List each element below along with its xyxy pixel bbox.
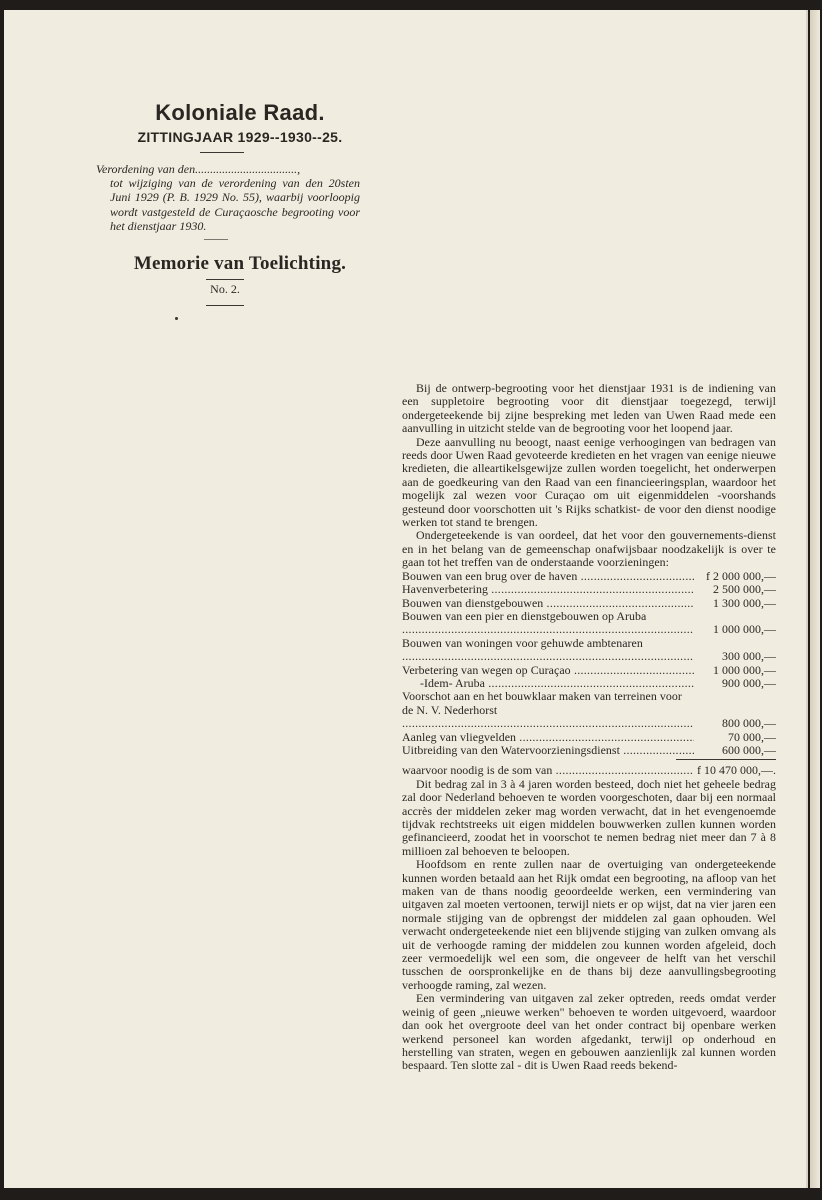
sum-rule xyxy=(676,759,776,760)
provision-amount: 1 000 000,— xyxy=(713,662,776,677)
explanatory-text xyxy=(402,382,776,1073)
memorie-title: Memorie van Toelichting. xyxy=(133,253,347,274)
total-label: waarvoor noodig is de som van ..... xyxy=(402,764,693,777)
paragraph-text: Ondergeteekende is van oordeel, dat het voor den gouvernements-dienst en in het belang van de gemeenschap onafwijsbaar noodzakelijk is over te gaan tot het treffen van de onderstaande voorzieningen: xyxy=(402,528,776,570)
provision-label: Uitbreiding van den Watervoorzieningsdienst ..... xyxy=(402,744,694,757)
provision-row xyxy=(402,677,776,690)
total-amount: f 10 470 000,—. xyxy=(696,763,776,778)
regulation-title xyxy=(96,162,360,233)
provisions-list xyxy=(402,570,776,778)
paragraph-text: Een vermindering van uitgaven zal zeker optreden, reeds omdat verder weinig of geen „nieuwe werken" behoeven te worden uitgevoerd, waardoor dan ook het overgroote deel van het onder contract bij openbare werken werkend personeel kan worden afgedankt, terwijl op onderhoud en herstelling van straten, wegen en gebouwen aanzienlijk zal kunnen worden bespaard. Ten slotte zal - dit is Uwen Raad reeds bekend- xyxy=(402,991,776,1073)
paragraph xyxy=(402,436,776,530)
paragraph xyxy=(402,529,776,569)
provision-label: Bouwen van dienstgebouwen ..... xyxy=(402,597,694,610)
total-row xyxy=(402,764,776,777)
paragraph-text: Deze aanvulling nu beoogt, naast eenige verhoogingen van bedragen van reeds door Uwen Raad gevoteerde kredieten en het vragen van eenige nieuwe kredieten, die alleartikelsgewijze zullen worden toegelicht, het onderwerpen aan de goedkeuring van den Raad van een financieeringsplan, waardoor het mogelijk zal wezen voor Curaçao om uit eigenmiddelen -voorshands gesteund door voorschotten uit 's Rijks schatkist- de voor den dienst noodige werken tot stand te brengen. xyxy=(402,434,776,530)
provision-row xyxy=(402,610,776,637)
speck xyxy=(175,317,178,320)
provision-amount: 1 300 000,— xyxy=(713,595,776,610)
provision-label: Voorschot aan en het bouwklaar maken van terreinen voor de N. V. Nederhorst ..... xyxy=(402,690,694,730)
provision-amount: 600 000,— xyxy=(722,742,776,757)
regulation-description: tot wijziging van de verordening van den 20sten Juni 1929 (P. B. 1929 No. 55), waarbij voorloopig wordt vastgesteld de Curaçaosche begrooting voor het dienstjaar 1930. xyxy=(110,176,360,233)
provision-label: Bouwen van een pier en dienstgebouwen op Aruba ..... xyxy=(402,610,694,637)
provision-label: Aanleg van vliegvelden ..... xyxy=(402,731,694,744)
document-page xyxy=(4,10,808,1188)
provision-amount: 900 000,— xyxy=(722,675,776,690)
provision-label: Havenverbetering ..... xyxy=(402,583,694,596)
provision-row xyxy=(402,731,776,744)
paragraph xyxy=(402,992,776,1072)
paragraph xyxy=(402,382,776,436)
paragraph xyxy=(402,858,776,992)
provision-row xyxy=(402,690,776,730)
paragraph-text: Bij de ontwerp-begrooting voor het dienstjaar 1931 is de indiening van een suppletoire begrooting voor dit dienstjaar toegezegd, terwijl ondergeteekende bij zijne bespreking met leden van Uwen Raad mede een aanvulling in uitzicht stelde van de begrooting voor het loopend jaar. xyxy=(402,381,776,436)
paragraph xyxy=(402,778,776,858)
memorie-number: No. 2. xyxy=(210,282,240,296)
provision-row xyxy=(402,664,776,677)
provision-amount: 800 000,— xyxy=(722,716,776,731)
provision-amount: 300 000,— xyxy=(722,649,776,664)
provision-label: -Idem- Aruba ..... xyxy=(402,677,694,690)
divider xyxy=(206,305,244,306)
divider xyxy=(200,152,244,153)
paragraph-text: Dit bedrag zal in 3 à 4 jaren worden besteed, doch niet het geheele bedrag zal door Nederland behoeven te worden voorgeschoten, daar bij een normaal accrès der middelen zeker mag worden verwacht, dat in het evengenoemde tijdvak rechtstreeks uit eigen middelen bouwwerken zullen kunnen worden gefinancieerd, zoodat het in voorschot te nemen bedrag niet meer dan 7 à 8 millioen zal behoeven te beloopen. xyxy=(402,776,776,858)
provision-row xyxy=(402,637,776,664)
provision-row xyxy=(402,583,776,596)
divider xyxy=(206,279,244,280)
provision-amount: 1 000 000,— xyxy=(713,622,776,637)
session-year: ZITTINGJAAR 1929--1930--25. xyxy=(137,129,343,145)
provision-label: Bouwen van woningen voor gehuwde ambtenaren ..... xyxy=(402,637,694,664)
provision-label: Bouwen van een brug over de haven ..... xyxy=(402,570,694,583)
provision-row xyxy=(402,744,776,757)
provision-row xyxy=(402,570,776,583)
provision-amount: 2 500 000,— xyxy=(713,582,776,597)
page-heading xyxy=(94,100,386,145)
council-title: Koloniale Raad. xyxy=(155,100,325,125)
provision-amount: 70 000,— xyxy=(728,729,776,744)
provision-row xyxy=(402,597,776,610)
provision-label: Verbetering van wegen op Curaçao ..... xyxy=(402,664,694,677)
page-edge xyxy=(810,10,820,1188)
regulation-line: Verordening van den.................................., xyxy=(96,162,301,176)
separator: —— xyxy=(204,231,228,245)
provision-amount: f 2 000 000,— xyxy=(705,568,776,583)
paragraph-text: Hoofdsom en rente zullen naar de overtuiging van ondergeteekende kunnen worden betaald aan het Rijk omdat een begrooting, na afloop van het maken van de thans noodig geoordeelde werken, een vermindering van uitgaven zal moeten vertoonen, terwijl niets er op wijst, dat na vier jaren een normale stijging van de opbrengst der middelen zal gaan ophouden. Wel verwacht ondergeteekende niet een blijvende stijging van zulken omvang als uit de verhoogde raming der middelen zou kunnen worden afgeleid, doch zeer vermoedelijk wel een som, die ongeveer de helft van het verschil tusschen de oorspronkelijke en de thans bij deze aanvullingsbegrooting verhoogde raming, zal wezen. xyxy=(402,857,776,992)
